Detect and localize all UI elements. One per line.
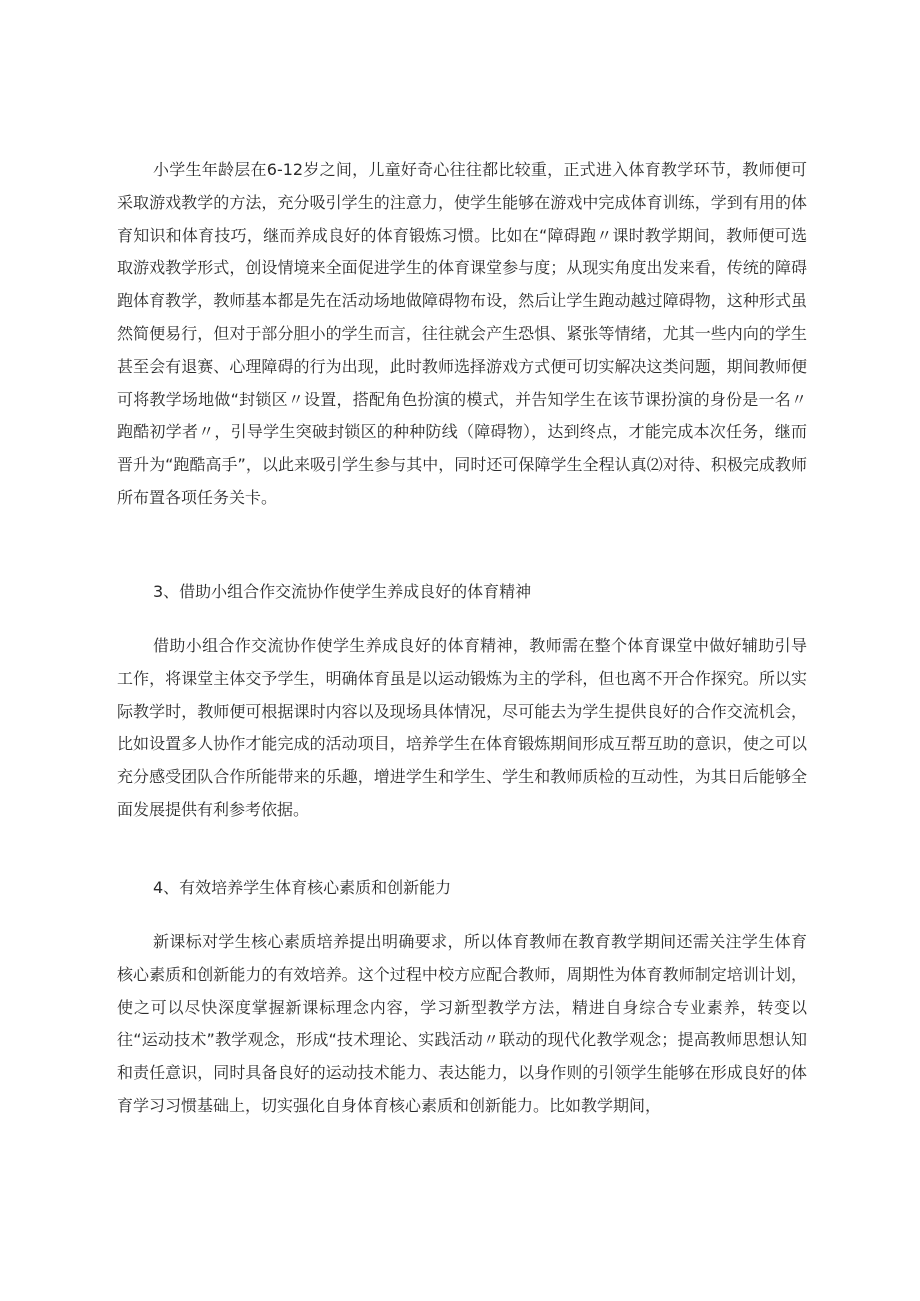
body-paragraph-block-2 bbox=[117, 630, 807, 827]
body-paragraph: 小学生年龄层在6-12岁之间，儿童好奇心往往都比较重，正式进入体育教学环节，教师便可采取游戏教学的方法，充分吸引学生的注意力，使学生能够在游戏中完成体育训练，学到有用的体育知识和体育技巧，继而养成良好的体育锻炼习惯。比如在“障碍跑〃课时教学期间，教师便可选取游戏教学形式，创设情境来全面促进学生的体育课堂参与度；从现实角度出发来看，传统的障碍跑体育教学，教师基本都是先在活动场地做障碍物布设，然后让学生跑动越过障碍物，这种形式虽然简便易行，但对于部分胆小的学生而言，往往就会产生恐惧、紧张等情绪，尤其一些内向的学生甚至会有退赛、心理障碍的行为出现，此时教师选择游戏方式便可切实解决这类问题，期间教师便可将教学场地做“封锁区〃设置，搭配角色扮演的模式，并告知学生在该节课扮演的身份是一名〃跑酷初学者〃，引导学生突破封锁区的种种防线（障碍物），达到终点，才能完成本次任务，继而晋升为“跑酷高手”，以此来吸引学生参与其中，同时还可保障学生全程认真⑵对待、积极完成教师所布置各项任务关卡。 bbox=[117, 160, 807, 507]
section-heading-4: 4、有效培养学生体育核心素质和创新能力 bbox=[153, 878, 452, 897]
section-heading-3: 3、借助小组合作交流协作使学生养成良好的体育精神 bbox=[153, 582, 532, 601]
body-paragraph: 新课标对学生核心素质培养提出明确要求，所以体育教师在教育教学期间还需关注学生体育核心素质和创新能力的有效培养。这个过程中校方应配合教师，周期性为体育教师制定培训计划，使之可以尽快深度掌握新课标理念内容，学习新型教学方法，精进自身综合专业素养，转变以往“运动技术”教学观念，形成“技术理论、实践活动〃联动的现代化教学观念；提高教师思想认知和责任意识，同时具备良好的运动技术能力、表达能力，以身作则的引领学生能够在形成良好的体育学习习惯基础上，切实强化自身体育核心素质和创新能力。比如教学期间， bbox=[117, 932, 807, 1115]
body-paragraph-block-1 bbox=[117, 154, 807, 515]
body-paragraph: 借助小组合作交流协作使学生养成良好的体育精神，教师需在整个体育课堂中做好辅助引导工作，将课堂主体交予学生，明确体育虽是以运动锻炼为主的学科，但也离不开合作探究。所以实际教学时，教师便可根据课时内容以及现场具体情况，尽可能去为学生提供良好的合作交流机会，比如设置多人协作才能完成的活动项目，培养学生在体育锻炼期间形成互帮互助的意识，使之可以充分感受团队合作所能带来的乐趣，增进学生和学生、学生和教师质检的互动性，为其日后能够全面发展提供有利参考依据。 bbox=[117, 636, 807, 819]
body-paragraph-block-3 bbox=[117, 926, 807, 1123]
